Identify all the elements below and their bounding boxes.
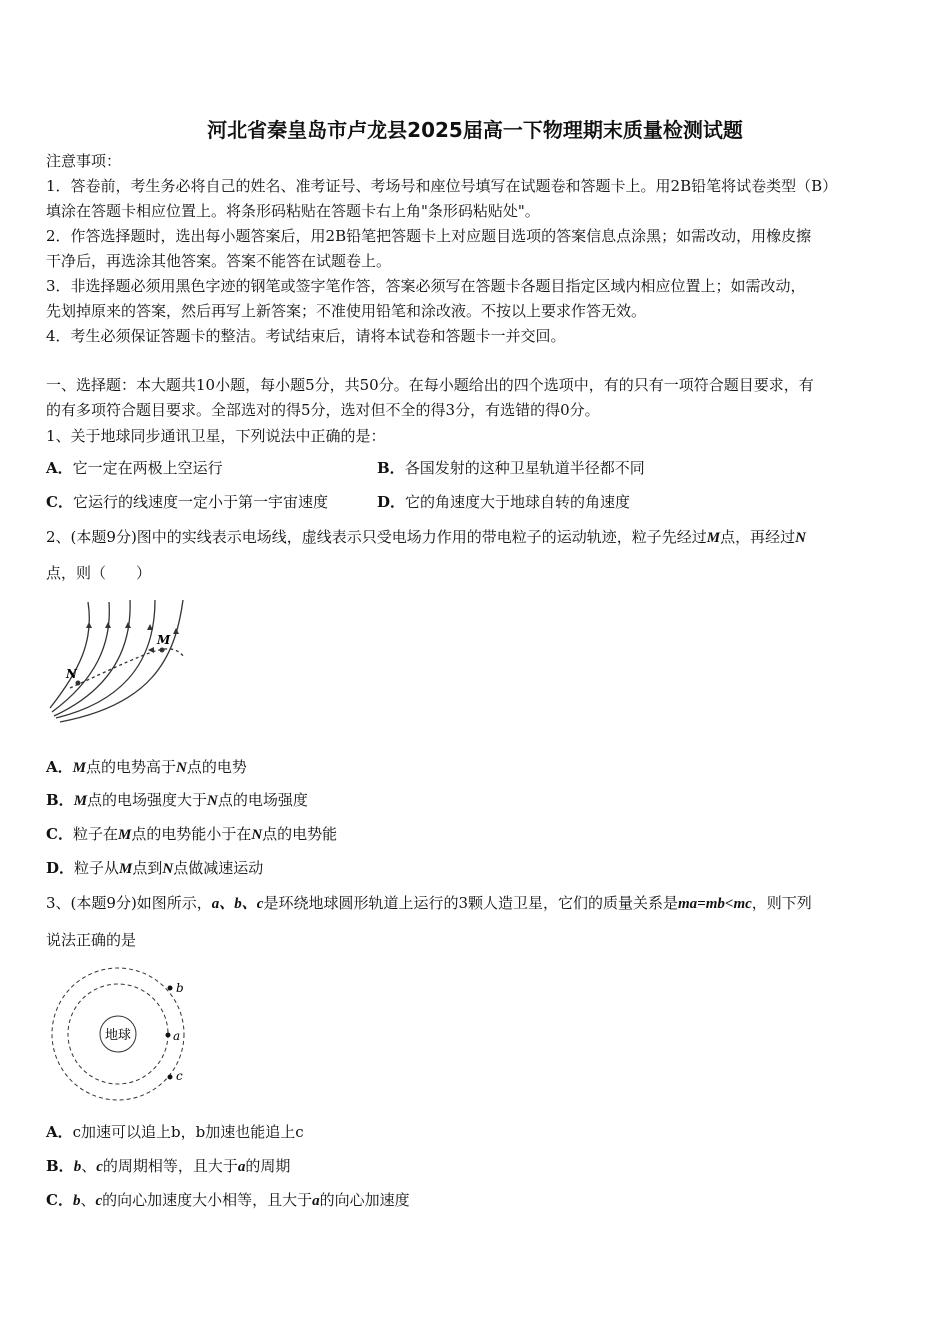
q2-option-d: D．粒子从M点到N点做减速运动 (46, 859, 264, 877)
notice-line: 3．非选择题必须用黑色字迹的钢笔或签字笔作答，答案必须写在答题卡各题目指定区域内相应位置上；如需改动， (46, 277, 806, 295)
orbit-figure (40, 960, 200, 1105)
q1-stem: 1、关于地球同步通讯卫星，下列说法中正确的是： (46, 427, 386, 445)
q1-option-b: B．各国发射的这种卫星轨道半径都不同 (377, 459, 645, 477)
svg-text:M: M (157, 633, 171, 647)
q2-option-c: C．粒子在M点的电势能小于在N点的电势能 (46, 825, 338, 843)
q3-option-c: C．b、c的向心加速度大小相等，且大于a的向心加速度 (46, 1191, 410, 1209)
notice-line: 干净后，再选涂其他答案。答案不能答在试题卷上。 (46, 252, 392, 270)
q1-option-c: C．它运行的线速度一定小于第一宇宙速度 (46, 493, 328, 511)
notice-heading: 注意事项： (46, 152, 122, 170)
q2-option-a: A．M点的电势高于N点的电势 (46, 758, 247, 776)
section-heading: 的有多项符合题目要求。全部选对的得5分，选对但不全的得3分，有选错的得0分。 (46, 401, 600, 419)
q3-stem: 3、(本题9分)如图所示，a、b、c是环绕地球圆形轨道上运行的3颗人造卫星，它们的质量关系是ma=mb<mc，则下列 (46, 894, 812, 912)
notice-line: 4．考生必须保证答题卡的整洁。考试结束后，请将本试卷和答题卡一并交回。 (46, 327, 566, 345)
q3-option-b: B．b、c的周期相等，且大于a的周期 (46, 1157, 291, 1175)
svg-text:c: c (176, 1069, 183, 1083)
q2-stem-cont: 点，则（ ） (46, 564, 152, 582)
q3-option-a: A．c加速可以追上b，b加速也能追上c (46, 1123, 304, 1141)
svg-text:地球: 地球 (104, 1028, 132, 1043)
svg-text:N: N (66, 667, 77, 681)
page-title: 河北省秦皇岛市卢龙县2025届高一下物理期末质量检测试题 (207, 118, 743, 142)
q2-stem: 2、(本题9分)图中的实线表示电场线，虚线表示只受电场力作用的带电粒子的运动轨迹，粒子先经过M点，再经过N (46, 528, 806, 546)
svg-text:a: a (173, 1029, 181, 1043)
notice-line: 先划掉原来的答案，然后再写上新答案；不准使用铅笔和涂改液。不按以上要求作答无效。 (46, 302, 647, 320)
svg-text:b: b (176, 981, 184, 995)
section-heading: 一、选择题：本大题共10小题，每小题5分，共50分。在每小题给出的四个选项中，有的只有一项符合题目要求，有 (46, 376, 814, 394)
electric-field-figure (40, 590, 240, 730)
notice-line: 1．答卷前，考生务必将自己的姓名、准考证号、考场号和座位号填写在试题卷和答题卡上。用2B铅笔将试卷类型（B） (46, 177, 838, 195)
notice-line: 填涂在答题卡相应位置上。将条形码粘贴在答题卡右上角"条形码粘贴处"。 (46, 202, 540, 220)
q3-stem-cont: 说法正确的是 (46, 931, 137, 949)
q2-option-b: B．M点的电场强度大于N点的电场强度 (46, 791, 308, 809)
q1-option-d: D．它的角速度大于地球自转的角速度 (377, 493, 631, 511)
q1-option-a: A．它一定在两极上空运行 (46, 459, 223, 477)
notice-line: 2．作答选择题时，选出每小题答案后，用2B铅笔把答题卡上对应题目选项的答案信息点涂黑；如需改动，用橡皮擦 (46, 227, 812, 245)
